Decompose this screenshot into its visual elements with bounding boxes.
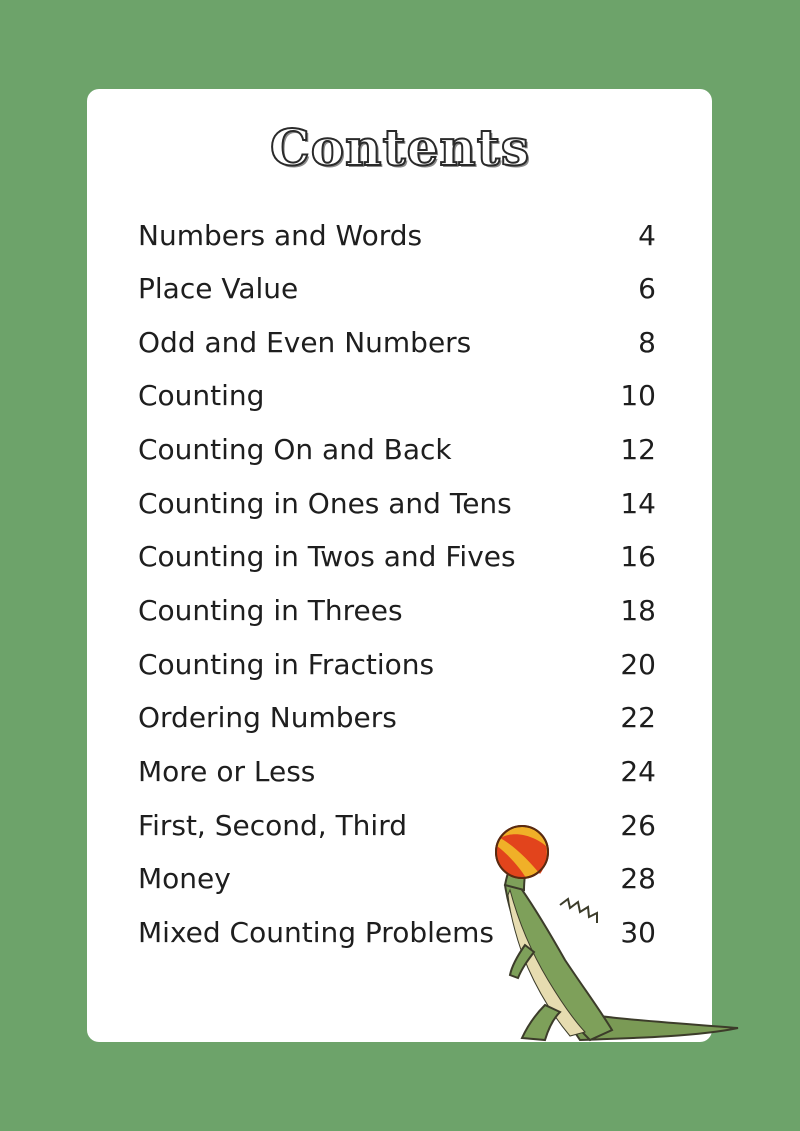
toc-entry-label: Counting On and Back [138,433,452,466]
toc-entry-page: 22 [620,701,656,734]
toc-entry-label: Counting in Twos and Fives [138,540,516,573]
toc-entry-page: 28 [620,862,656,895]
toc-entry-page: 8 [638,326,656,359]
toc-entry-label: Counting in Fractions [138,648,435,681]
toc-entry-label: Numbers and Words [138,219,423,252]
toc-entry-label: Money [138,862,231,895]
toc-entry-page: 30 [620,916,656,949]
crocodile-leg [522,1005,560,1040]
toc-entry-label: More or Less [138,755,316,788]
toc-entry-label: Odd and Even Numbers [138,326,472,359]
toc-entry-page: 16 [620,540,656,573]
toc-entry-page: 14 [620,487,656,520]
toc-entry-page: 12 [620,433,656,466]
toc-entry-label: Mixed Counting Problems [138,916,494,949]
toc-entry-page: 4 [638,219,656,252]
toc-entry-page: 18 [620,594,656,627]
toc-entry-page: 10 [620,379,656,412]
toc-entry-page: 20 [620,648,656,681]
toc-entry-label: Counting in Threes [138,594,403,627]
crocodile-spikes [560,899,597,923]
page-title: Contents [269,118,530,177]
ball-icon [496,826,548,878]
toc-entry-label: Counting in Ones and Tens [138,487,512,520]
toc-entry-page: 24 [620,755,656,788]
toc-entry-label: Ordering Numbers [138,701,397,734]
toc-entry-label: First, Second, Third [138,809,407,842]
toc-entry-page: 6 [638,272,656,305]
toc-entry-label: Place Value [138,272,299,305]
toc-entry-page: 26 [620,809,656,842]
toc-entry-label: Counting [138,379,265,412]
